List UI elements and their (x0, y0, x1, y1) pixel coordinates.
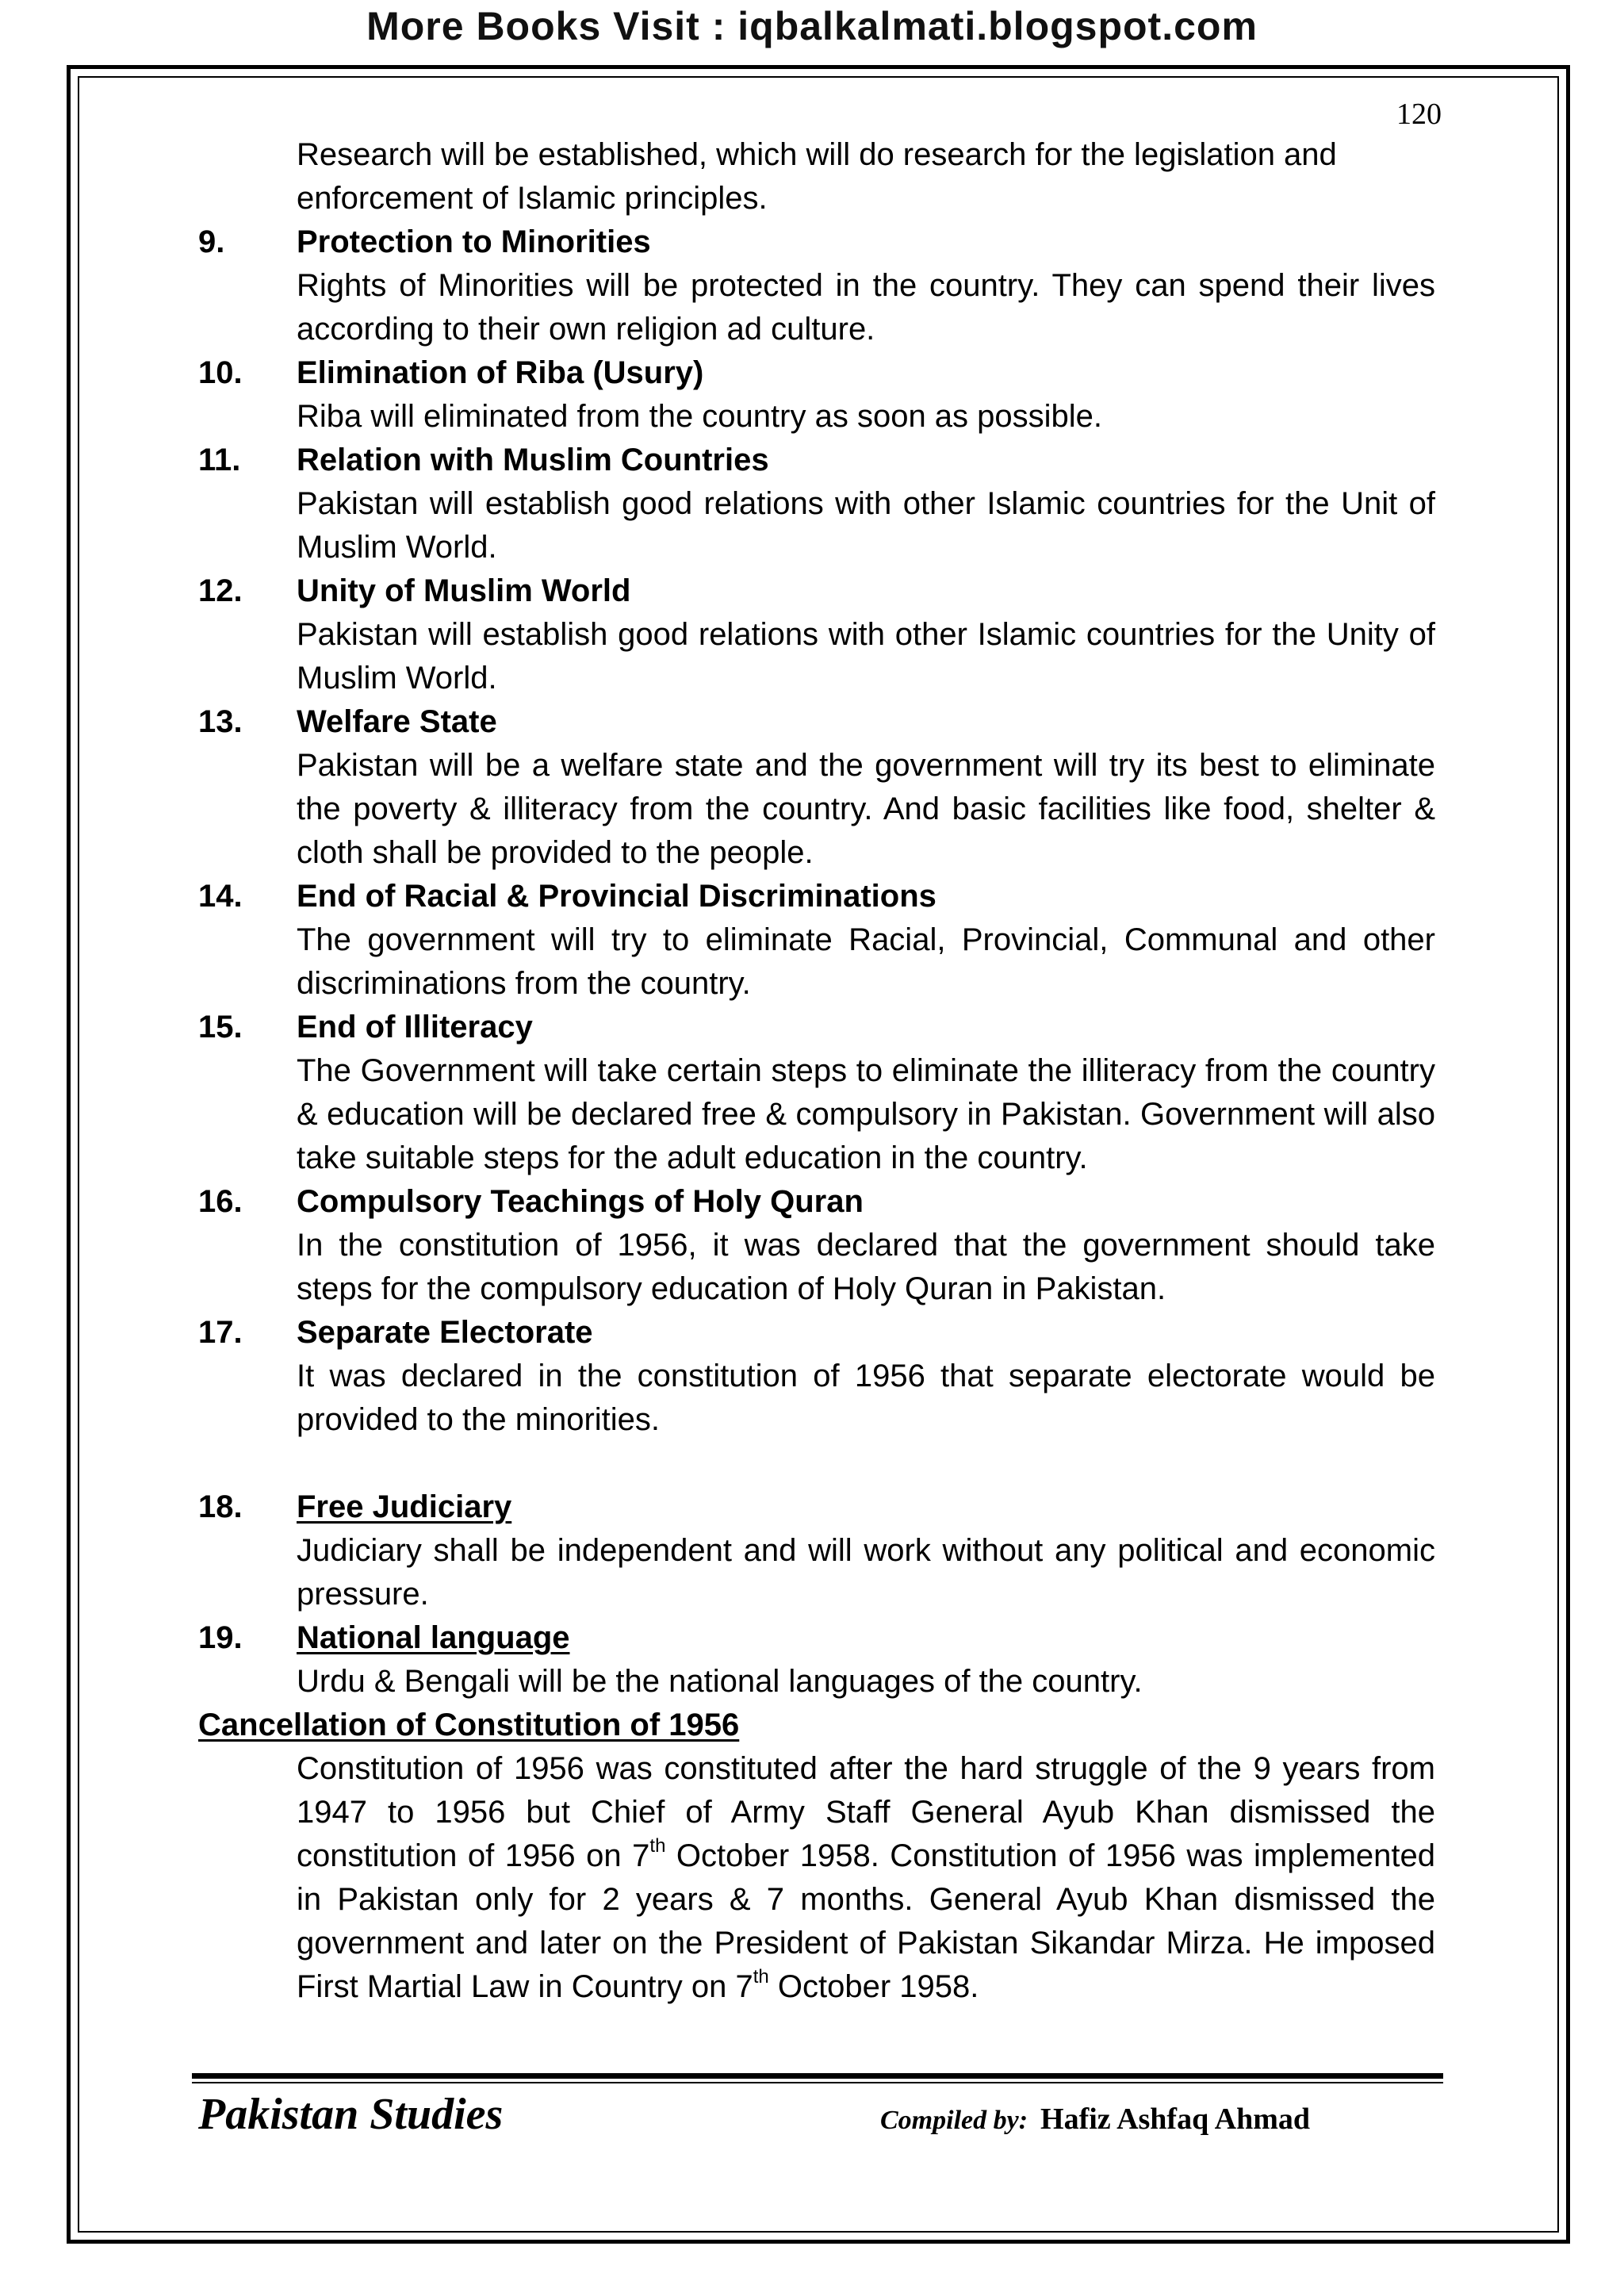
page-number: 120 (1396, 98, 1442, 131)
item-heading: End of Racial & Provincial Discriminations (297, 879, 936, 914)
item-heading: Compulsory Teachings of Holy Quran (297, 1184, 864, 1219)
item-number: 19. (198, 1620, 243, 1655)
item-heading: Welfare State (297, 704, 497, 739)
numbered-list-underlined (198, 1485, 1435, 1704)
site-banner: More Books Visit : iqbalkalmati.blogspot.com (366, 4, 1258, 48)
item-body: Pakistan will establish good relations with other Islamic countries for the Unity of Muslim World. (297, 617, 1435, 696)
gap (198, 1442, 1435, 1485)
item-number: 14. (198, 879, 243, 914)
list-item (198, 351, 1435, 439)
item-number: 10. (198, 355, 243, 390)
item-body: Pakistan will establish good relations with other Islamic countries for the Unit of Muslim World. (297, 486, 1435, 565)
item-heading: Separate Electorate (297, 1315, 593, 1350)
item-heading: Free Judiciary (297, 1489, 512, 1524)
item-body: Urdu & Bengali will be the national languages of the country. (297, 1664, 1143, 1699)
item-body: The Government will take certain steps to eliminate the illiteracy from the country & education will be declared free & compulsory in Pakistan. Government will also take suitable steps for the adult education in the country. (297, 1053, 1435, 1175)
item-number: 16. (198, 1184, 243, 1219)
item-body: Pakistan will be a welfare state and the government will try its best to eliminate the poverty & illiteracy from the country. And basic facilities like food, shelter & cloth shall be provided to the people. (297, 748, 1435, 870)
item-number: 18. (198, 1489, 243, 1524)
item-number: 9. (198, 224, 225, 259)
footer-credit (880, 2102, 1310, 2137)
item-number: 11. (198, 443, 241, 477)
compiled-by-label: Compiled by: (880, 2106, 1028, 2135)
item-body: In the constitution of 1956, it was declared that the government should take steps for the compulsory education of Holy Quran in Pakistan. (297, 1228, 1435, 1306)
item-heading: National language (297, 1620, 570, 1655)
item-body: The government will try to eliminate Racial, Provincial, Communal and other discriminations from the country. (297, 922, 1435, 1001)
section-paragraph: Constitution of 1956 was constituted after the hard struggle of the 9 years from 1947 to 1956 but Chief of Army Staff General Ayub Khan dismissed the constitution of 1956 on 7th October 1958. Constitution of 1956 was implemented in Pakistan only for 2 years & 7 months. General Ayub Khan dismissed the government and later on the President of Pakistan Sikandar Mirza. He imposed First Martial Law in Country on 7th October 1958. (297, 1751, 1435, 2004)
list-item (198, 439, 1435, 569)
section-heading: Cancellation of Constitution of 1956 (198, 1708, 740, 1742)
item-body: Riba will eliminated from the country as soon as possible. (297, 399, 1103, 434)
item-heading: Protection to Minorities (297, 224, 651, 259)
item-number: 13. (198, 704, 243, 739)
list-item (198, 875, 1435, 1006)
item-heading: Elimination of Riba (Usury) (297, 355, 704, 390)
footer-rule (192, 2073, 1443, 2079)
list-item (198, 1180, 1435, 1311)
item-number: 12. (198, 573, 243, 608)
item-body: Rights of Minorities will be protected in the country. They can spend their lives according to their own religion ad culture. (297, 268, 1435, 347)
list-item (198, 1485, 1435, 1616)
intro-line: enforcement of Islamic principles. (297, 181, 768, 216)
item-heading: Relation with Muslim Countries (297, 443, 769, 477)
intro-line: Research will be established, which will do research for the legislation and (297, 137, 1337, 172)
list-item (198, 569, 1435, 700)
list-item (198, 220, 1435, 351)
item-heading: End of Illiteracy (297, 1010, 533, 1045)
list-item (198, 700, 1435, 875)
item-number: 17. (198, 1315, 243, 1350)
item-body: It was declared in the constitution of 1956 that separate electorate would be provided to the minorities. (297, 1359, 1435, 1437)
list-item (198, 1311, 1435, 1442)
list-item (198, 1616, 1435, 1704)
page-content (198, 133, 1435, 2009)
list-item (198, 1006, 1435, 1180)
intro-paragraph (198, 133, 1435, 220)
numbered-list (198, 220, 1435, 1442)
item-number: 15. (198, 1010, 243, 1045)
item-heading: Unity of Muslim World (297, 573, 631, 608)
item-body: Judiciary shall be independent and will work without any political and economic pressure. (297, 1533, 1435, 1612)
footer-rule-thin (192, 2082, 1443, 2083)
footer-book-title: Pakistan Studies (198, 2090, 504, 2139)
author-name: Hafiz Ashfaq Ahmad (1040, 2102, 1310, 2136)
